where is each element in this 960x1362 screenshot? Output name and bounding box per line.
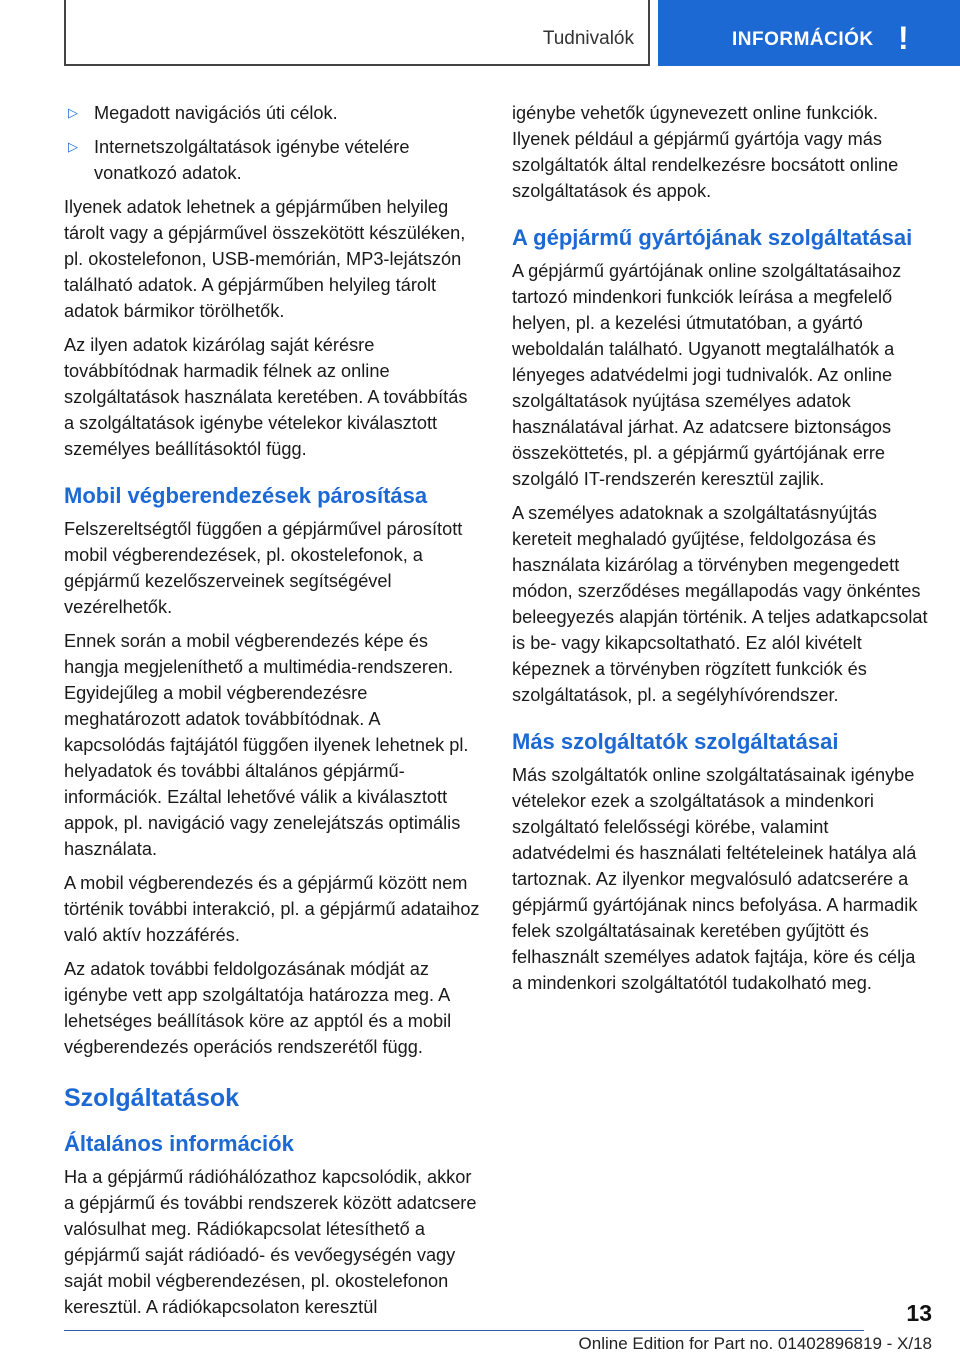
section-heading: A gépjármű gyártójának szolgáltatásai [512,225,913,250]
list-item [64,100,480,126]
paragraph: Más szolgáltatók online szolgáltatásainak igénybe vételekor ezek a szolgáltatások a mindenkori szolgáltató felelősségi körébe, valamint adatvédelmi és használati feltételeinek hatálya alá tartoznak. Az ilyenkor megvalósuló adatcserére a gépjármű gyártójának nincs befolyása. A harmadik felek szolgáltatásainak keretében gyűjtött és felhasznált személyes adatok fajtája, köre és célja a mindenkori szolgáltatótól tudakolható meg. [512,765,918,993]
list-item-text: Megadott navigációs úti célok. [94,103,338,123]
paragraph: igénybe vehetők úgynevezett online funkciók. Ilyenek például a gépjármű gyártója vagy más szolgáltatók által rendelkezésre bocsátott online szolgáltatások és appok. [512,103,899,201]
paragraph: Ilyenek adatok lehetnek a gépjárműben helyileg tárolt vagy a gépjárművel összekötött készüléken, pl. okostelefonon, USB-memórián, MP3-lejátszón található adatok. A gépjárműben helyileg tárolt adatok bármikor törölhetők. [64,197,466,321]
exclamation-icon: ! [898,20,909,56]
edition-note: Online Edition for Part no. 01402896819 - X/18 [578,1334,932,1353]
chapter-tab [658,0,960,66]
footer-divider [64,1330,864,1331]
triangle-bullet-icon: ▷ [68,139,78,154]
paragraph: A mobil végberendezés és a gépjármű között nem történik további interakció, pl. a gépjármű adataihoz való aktív hozzáférés. [64,873,480,945]
paragraph: A gépjármű gyártójának online szolgáltatásaihoz tartozó mindenkori funkciók leírása a megfelelő helyen, pl. a kezelési útmutatóban, a gyártó weboldalán található. Ugyanott megtalálhatók a lényeges adatvédelmi jogi tudnivalók. Az online szolgáltatások nyújtása személyes adatok használatával járhat. Az adatcsere biztonságos összeköttetés, pl. a gépjármű gyártójának erre szolgáló IT-rendszerén keresztül zajlik. [512,261,902,489]
list-item-text: Internetszolgáltatások igénybe vételére vonatkozó adatok. [94,137,410,183]
list-item [64,134,480,186]
paragraph: Az ilyen adatok kizárólag saját kérésre továbbítódnak harmadik félnek az online szolgáltatások használata keretében. A továbbítás a szolgáltatások igénybe vételekor kiválasztott személyes beállításoktól függ. [64,335,468,459]
header-frame [64,0,650,66]
paragraph: A személyes adatoknak a szolgáltatásnyújtás kereteit meghaladó gyűjtése, feldolgozása és használata kizárólag a törvényben megengedett módon, szerződéses megállapodás vagy önkéntes beleegyezés alapján történik. A teljes adatkapcsolat is be- vagy kikapcsoltatható. Ez alól kivételt képeznek a törvényben rögzített funkciók és szolgáltatások, pl. a segélyhívórendszer. [512,503,928,705]
section-heading: Mobil végberendezések párosítása [64,483,428,508]
triangle-bullet-icon: ▷ [68,105,78,120]
paragraph: Ennek során a mobil végberendezés képe és hangja megjeleníthető a multimédia-rendszeren. Egyidejűleg a mobil végberendezésre meghatározott adatok továbbítódnak. A kapcsolódás fajtájától függően ilyenek lehetnek pl. helyadatok és további általános gépjármű-információk. Ezáltal lehetővé válik a kiválasztott appok, pl. navigáció vagy zenelejátszás optimális használata. [64,631,469,859]
chapter-heading: Szolgáltatások [64,1084,240,1112]
left-column [64,100,480,1328]
section-heading: Általános információk [64,1131,294,1156]
right-column [512,100,928,1004]
paragraph: Ha a gépjármű rádióhálózathoz kapcsolódik, akkor a gépjármű és további rendszerek között adatcsere valósulhat meg. Rádiókapcsolat létesíthető a gépjármű saját rádióadó- és vevőegységén vagy saját mobil végberendezésen, pl. okostelefonon keresztül. A rádiókapcsolaton keresztül [64,1167,477,1317]
page-header [0,0,960,66]
chapter-tab-label: INFORMÁCIÓK [732,29,874,50]
paragraph: Az adatok további feldolgozásának módját az igénybe vett app szolgáltatója határozza meg. A lehetséges beállítások köre az apptól és a mobil végberendezés operációs rendszerétől függ. [64,959,452,1057]
paragraph: Felszereltségtől függően a gépjárművel párosított mobil végberendezések, pl. okostelefonok, a gépjármű kezelőszerveinek segítségével vezérelhetők. [64,519,463,617]
section-heading: Más szolgáltatók szolgáltatásai [512,729,839,754]
page-number: 13 [906,1300,932,1326]
section-title: Tudnivalók [542,28,634,49]
